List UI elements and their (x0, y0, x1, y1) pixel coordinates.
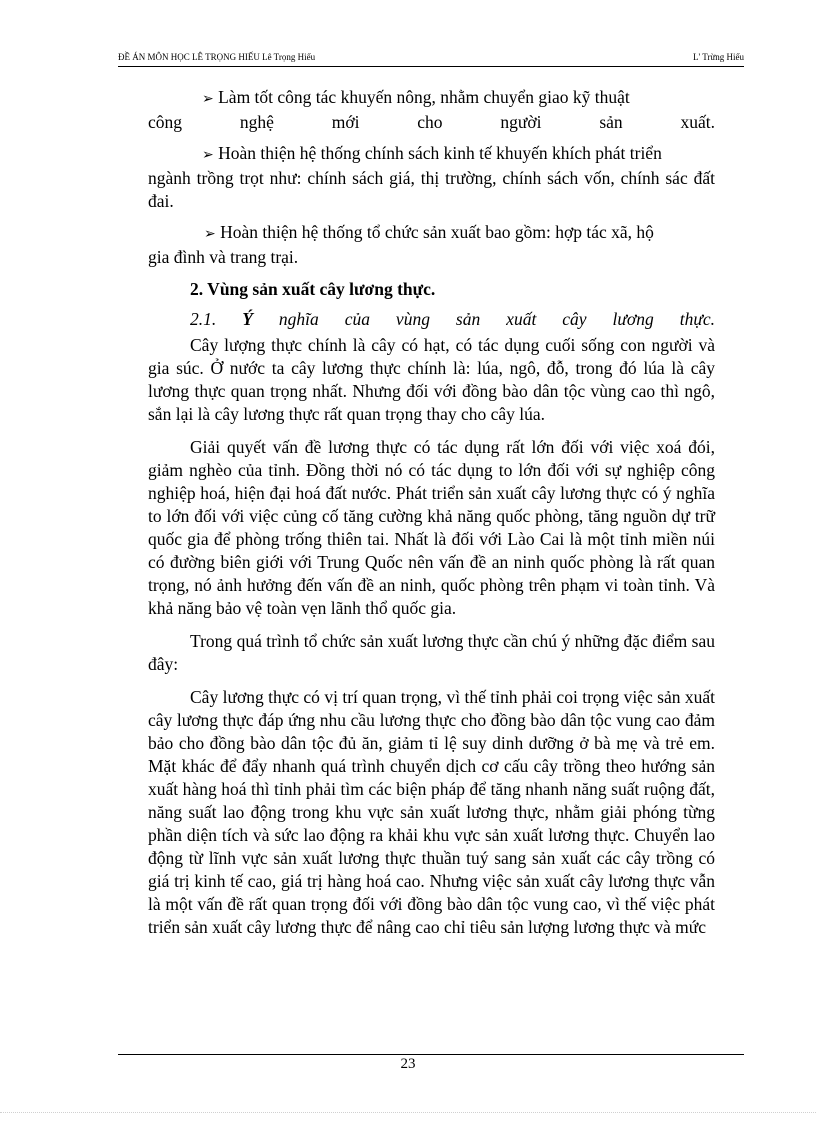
paragraph-3: Trong quá trình tổ chức sản xuất lương thực cần chú ý những đặc điểm sau đây: (148, 631, 715, 674)
bullet-1-line-2: công nghệ mới cho người sản xuất. (148, 112, 715, 132)
arrowhead-bullet-icon: ➢ (204, 227, 216, 242)
subsection-heading (148, 308, 715, 331)
section-heading: 2. Vùng sản xuất cây lương thực. (190, 279, 436, 299)
arrowhead-bullet-icon: ➢ (202, 148, 214, 163)
page-header (118, 50, 744, 67)
page-number: 23 (400, 1056, 416, 1072)
subsection-first-word: Ý (242, 309, 253, 329)
bullet-1-line-1: Làm tốt công tác khuyến nông, nhằm chuyển giao kỹ thuật (218, 87, 630, 107)
paragraph-4: Cây lương thực có vị trí quan trọng, vì thế tỉnh phải coi trọng việc sản xuất cây lương thực đáp ứng nhu cầu lương thực cho đồng bào dân tộc vung cao đảm bảo cho đồng bào dân tộc đủ ăn, giảm tỉ lệ suy dinh dưỡng ở bà mẹ và trẻ em. Mặt khác để đẩy nhanh quá trình chuyển dịch cơ cấu cây trồng theo hướng sản xuất hàng hoá thì tỉnh phải tìm các biện pháp để tăng nhanh năng suất ruộng đất, năng suất lao động trong khu vực sản xuất lương thực, nhằm giải phóng từng phần diện tích và sức lao động ra khải khu vực sản xuất lương thực. Chuyển lao động từ lĩnh vực sản xuất lương thực thuần tuý sang sản xuất các cây trồng có giá trị kinh tế cao, giá trị hàng hoá cao. Nhưng việc sản xuất cây lương thực vẫn là một vấn đề rất quan trọng đối với đồng bào dân tộc vung cao, vì thế việc phát triển sản xuất cây lương thực để nâng cao chỉ tiêu sản lượng lương thực và mức (148, 687, 715, 937)
bullet-item-3 (148, 221, 715, 269)
footer-divider (118, 1054, 744, 1055)
page-bottom-border (0, 1112, 816, 1113)
subsection-number: 2.1. (190, 309, 217, 329)
bullet-item-2 (148, 142, 715, 213)
paragraph-1: Cây lượng thực chính là cây có hạt, có tác dụng cuối sống con người và gia súc. Ở nước ta cây lương thực chính là: lúa, ngô, đỗ, trong đó lúa là cây lương thực quan trọng nhất. Nhưng đối với đồng bào dân tộc vùng cao thì ngô, sắn lại là cây lương thực rất quan trọng thay cho cây lúa. (148, 335, 715, 424)
bullet-2-line-2: ngành trồng trọt như: chính sách giá, thị trường, chính sách vốn, chính sác đất đai. (148, 168, 715, 211)
bullet-2-line-1: Hoàn thiện hệ thống chính sách kinh tế khuyến khích phát triển (218, 143, 662, 163)
arrowhead-bullet-icon: ➢ (202, 92, 214, 107)
page-content (148, 86, 715, 939)
bullet-3-line-1: Hoàn thiện hệ thống tổ chức sản xuất bao gồm: hợp tác xã, hộ (220, 222, 654, 242)
bullet-3-line-2: gia đình và trang trại. (148, 247, 299, 267)
header-right-text: L' Trừng Hiếu (692, 52, 744, 62)
paragraph-2: Giải quyết vấn đề lương thực có tác dụng rất lớn đối với việc xoá đói, giảm nghèo của tỉnh. Đồng thời nó có tác dụng to lớn đối với sự nghiệp công nghiệp hoá, hiện đại hoá đất nước. Phát triển sản xuất cây lương thực có ý nghĩa to lớn đối với việc củng cố tăng cường khả năng quốc phòng, tăng nguồn dự trữ quốc gia để phòng trống thiên tai. Nhất là đối với Lào Cai là một tỉnh miền núi có đường biên giới với Trung Quốc nên vấn đề an ninh quốc phòng là rất quan trọng, nó ảnh hưởng đến vấn đề an ninh, quốc phòng trên phạm vi toàn tỉnh. Và khả năng bảo vệ toàn vẹn lãnh thổ quốc gia. (148, 437, 715, 618)
header-left-text: ĐỀ ÁN MÔN HỌC LÊ TRỌNG HIẾU Lê Trọng Hiếu (118, 52, 316, 62)
bullet-item-1 (148, 86, 715, 134)
subsection-title: nghĩa của vùng sản xuất cây lương thực. (278, 309, 716, 329)
